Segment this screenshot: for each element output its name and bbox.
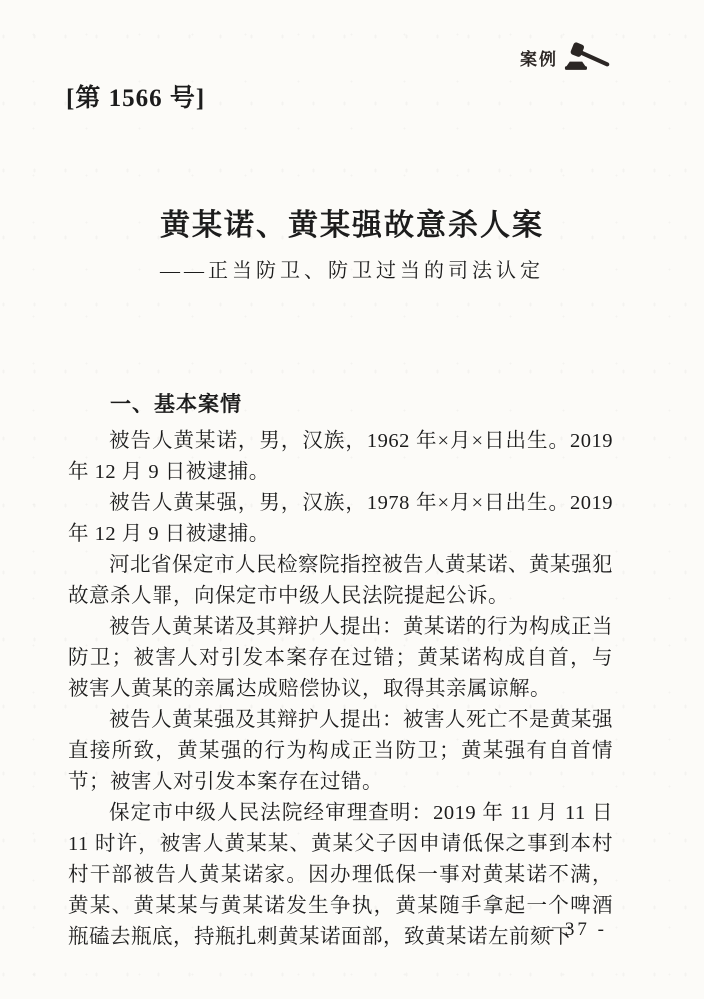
case-label-text: 案例 [520,49,558,69]
paragraph-defense-1: 被告人黄某诺及其辩护人提出：黄某诺的行为构成正当防卫；被害人对引发本案存在过错；黄某诺构成自首，与被害人黄某的亲属达成赔偿协议，取得其亲属谅解。 [68,616,613,700]
paragraph-defendant-2: 被告人黄某强，男，汉族，1978 年×月×日出生。2019 年 12 月 9 日被逮捕。 [68,492,613,545]
paragraph-defense-2: 被告人黄某强及其辩护人提出：被害人死亡不是黄某强直接所致，黄某强的行为构成正当防卫；黄某强有自首情节；被害人对引发本案存在过错。 [68,709,613,793]
case-number: [第 1566 号] [66,85,206,112]
gavel-icon [564,42,610,72]
paragraph-court-findings: 保定市中级人民法院经审理查明：2019 年 11 月 11 日 11 时许，被害人黄某某、黄某父子因申请低保之事到本村村干部被告人黄某诺家。因办理低保一事对黄某诺不满，黄某、黄某某与黄某诺发生争执，黄某随手拿起一个啤酒瓶磕去瓶底，持瓶扎刺黄某诺面部，致黄某诺左前颏下 [68,802,613,948]
paragraph-defendant-1: 被告人黄某诺，男，汉族，1962 年×月×日出生。2019 年 12 月 9 日被逮捕。 [68,430,613,483]
case-subtitle: ——正当防卫、防卫过当的司法认定 [160,260,544,282]
body-text-block [68,426,613,953]
page-number: - 37 - [547,919,607,940]
section-heading-basic-facts: 一、基本案情 [110,392,242,416]
case-title: 黄某诺、黄某强故意杀人案 [160,209,544,242]
header-case-label [520,42,610,72]
paragraph-prosecution: 河北省保定市人民检察院指控被告人黄某诺、黄某强犯故意杀人罪，向保定市中级人民法院提起公诉。 [68,554,613,607]
